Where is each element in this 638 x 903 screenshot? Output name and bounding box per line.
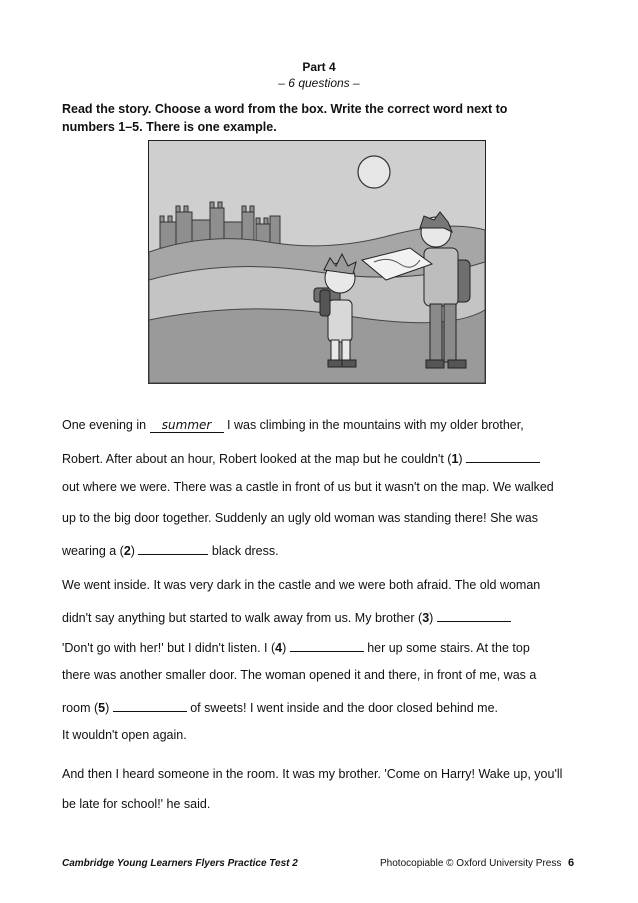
story-text: Robert. After about an hour, Robert looked at the map but he couldn't ( — [62, 452, 452, 466]
story-line-13: be late for school!' he said. — [62, 797, 211, 811]
footer-copyright: Photocopiable © Oxford University Press — [380, 858, 562, 869]
answer-blank-5[interactable] — [113, 698, 187, 712]
story-text: ) — [130, 544, 139, 558]
story-text: of sweets! I went inside and the door closed behind me. — [186, 701, 499, 715]
story-text: her up some stairs. At the top — [363, 641, 530, 655]
footer-test-title: Cambridge Young Learners Flyers Practice Test 2 — [62, 858, 298, 869]
story-line-4: up to the big door together. Suddenly an ugly old woman was standing there! She was — [62, 511, 539, 525]
question-number: 1 — [451, 452, 459, 466]
story-line-9: there was another smaller door. The woman opened it and there, in front of me, was a — [62, 668, 537, 682]
sun-icon — [358, 156, 390, 188]
story-text: ) — [458, 452, 467, 466]
instructions: Read the story. Choose a word from the box. Write the correct word next to numbers 1–5. There is one example. — [62, 102, 508, 134]
part-title: Part 4 — [302, 60, 336, 74]
story-text: One evening in — [62, 418, 150, 432]
story-text: ) — [429, 611, 437, 625]
story-line-12: And then I heard someone in the room. It was my brother. 'Come on Harry! Wake up, you'll — [62, 767, 563, 781]
story-line-7 — [62, 608, 511, 625]
story-line-10 — [62, 698, 498, 715]
example-answer: summer — [150, 418, 224, 433]
story-text: ) — [105, 701, 113, 715]
story-text: wearing a ( — [62, 544, 124, 558]
answer-blank-1[interactable] — [466, 449, 540, 463]
answer-blank-4[interactable] — [290, 638, 364, 652]
story-line-6: We went inside. It was very dark in the castle and we were both afraid. The old woman — [62, 578, 541, 592]
story-line-5 — [62, 541, 279, 558]
question-number: 3 — [422, 611, 430, 625]
story-scene-illustration — [148, 140, 486, 384]
story-line-1 — [62, 418, 524, 433]
story-line-2 — [62, 449, 540, 466]
question-number: 5 — [98, 701, 106, 715]
story-text: room ( — [62, 701, 99, 715]
story-line-8 — [62, 638, 530, 655]
question-count: – 6 questions – — [278, 76, 360, 90]
story-text: didn't say anything but started to walk away from us. My brother ( — [62, 611, 423, 625]
question-number: 4 — [275, 641, 283, 655]
answer-blank-2[interactable] — [138, 541, 208, 555]
story-line-3: out where we were. There was a castle in front of us but it wasn't on the map. We walked — [62, 480, 554, 494]
page-number: 6 — [568, 857, 575, 869]
story-text: I was climbing in the mountains with my older brother, — [223, 418, 524, 432]
story-text: 'Don't go with her!' but I didn't listen. I ( — [62, 641, 276, 655]
answer-blank-3[interactable] — [437, 608, 511, 622]
question-number: 2 — [123, 544, 131, 558]
story-line-11: It wouldn't open again. — [62, 728, 187, 742]
story-text: black dress. — [208, 544, 279, 558]
story-text: ) — [282, 641, 290, 655]
